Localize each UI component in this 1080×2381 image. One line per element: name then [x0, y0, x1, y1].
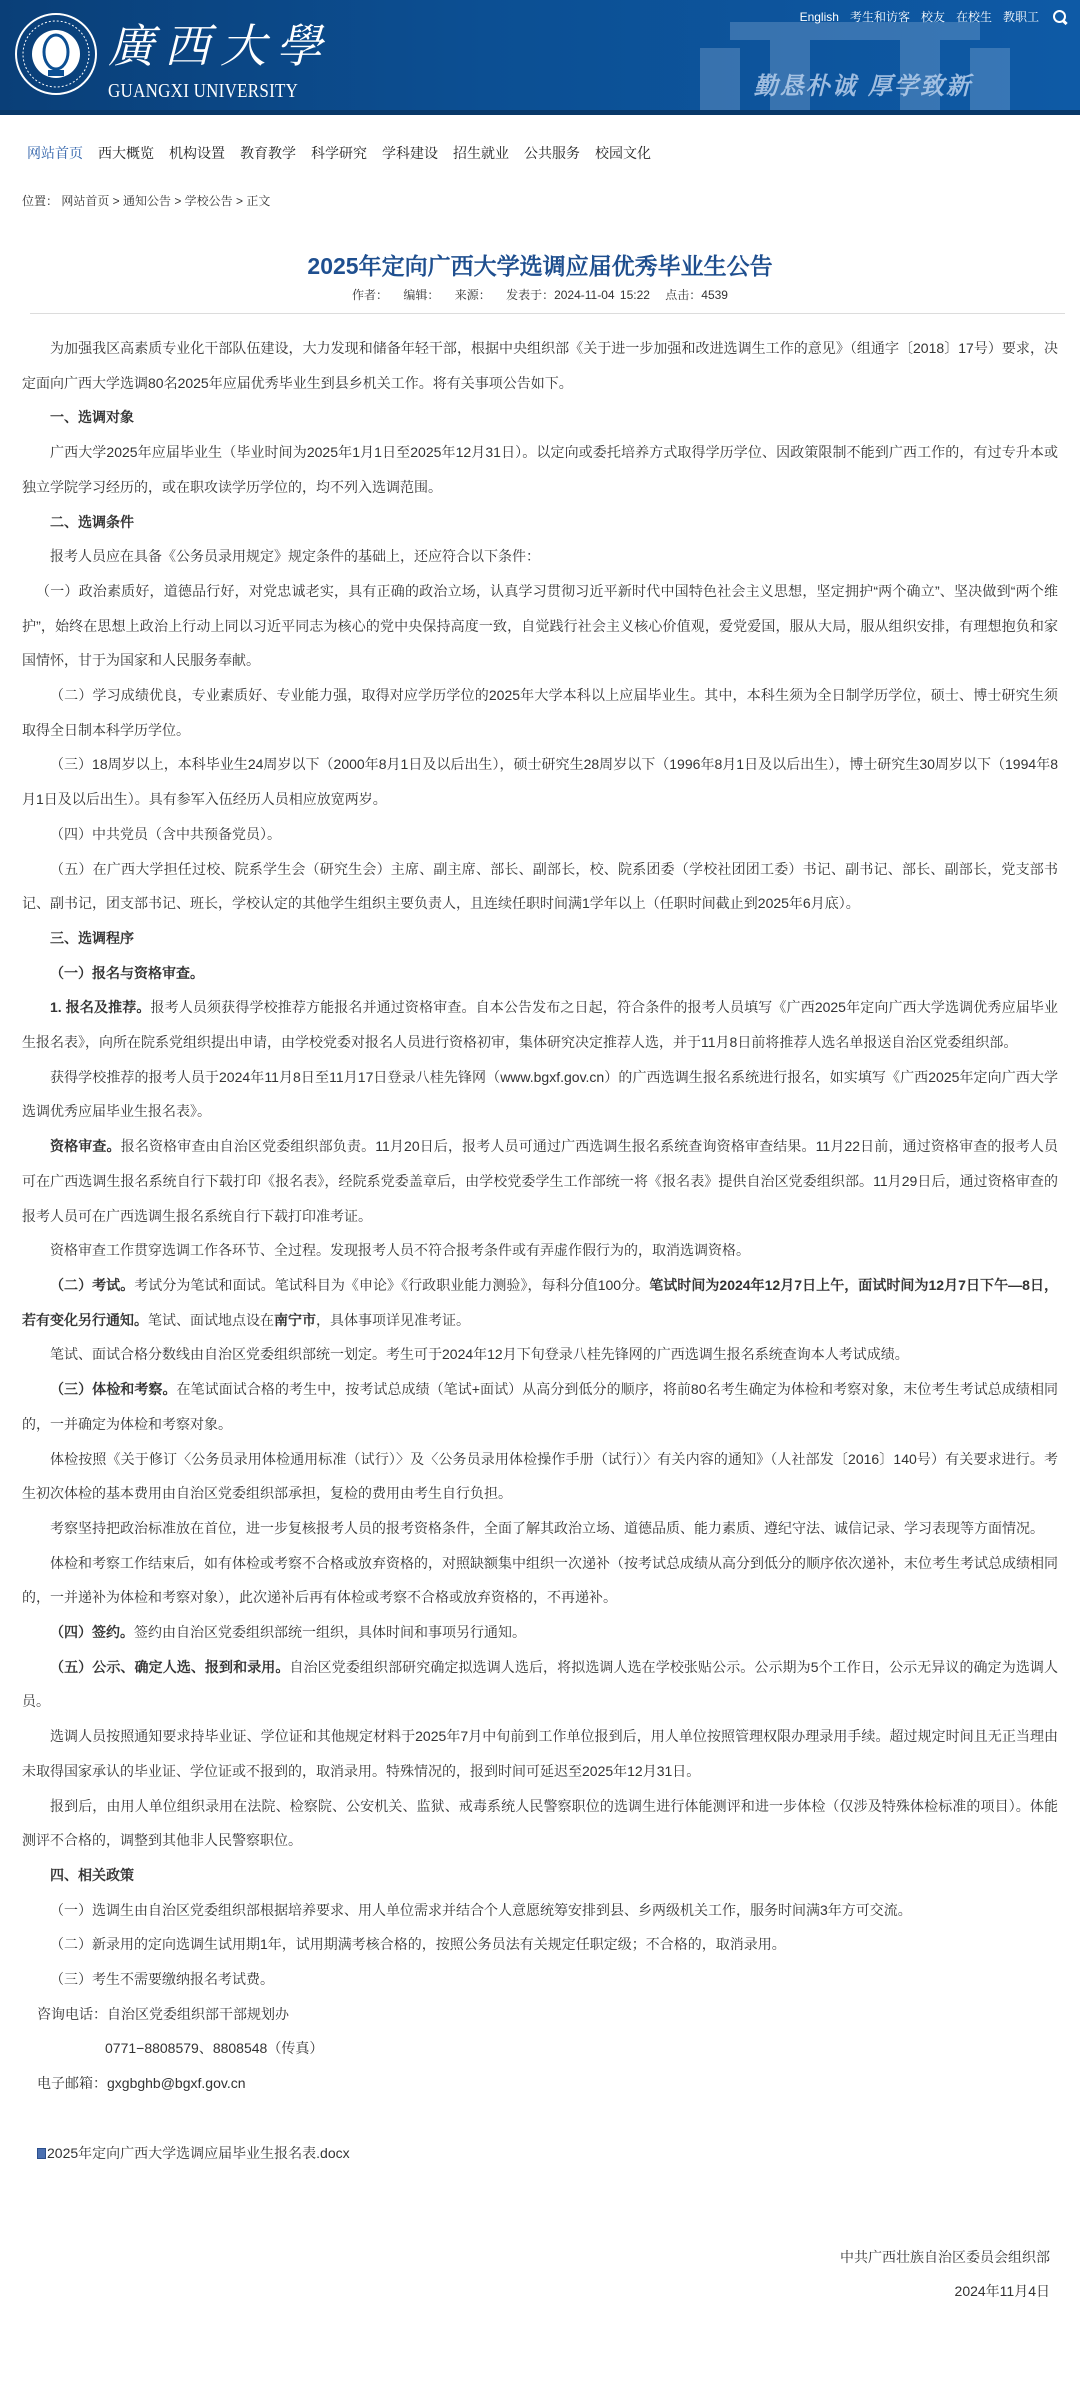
bold-text: （四）签约。 [50, 1624, 134, 1641]
text: 体检和考察工作结束后，如有体检或考察不合格或放弃资格的，对照缺额集中组织一次递补（按考试总成绩从高分到低分的顺序依次递补，末位考生考试总成绩相同的，一并递补为体检和考察对象），此次递补后再有体检或考察不合格或放弃资格的，不再递补。 [22, 1554, 1058, 1606]
university-seal-logo [14, 12, 98, 96]
search-icon[interactable] [1052, 9, 1068, 25]
text: 笔试、面试地点设在 [148, 1311, 274, 1328]
university-motto: 勤恳朴诚 厚学致新 [753, 71, 972, 100]
text: （四）中共党员（含中共预备党员）。 [50, 825, 281, 842]
nav-organization[interactable]: 机构设置 [169, 144, 225, 161]
nav-admissions[interactable]: 招生就业 [453, 144, 509, 161]
breadcrumb[interactable]: 位置： 网站首页 > 通知公告 > 学校公告 > 正文 [22, 194, 271, 208]
text: 考试分为笔试和面试。笔试科目为《申论》《行政职业能力测验》，每科分值100分。 [134, 1276, 650, 1293]
paragraph [22, 747, 1058, 816]
text: 笔试、面试合格分数线由自治区党委组织部统一划定。考生可于2024年12月下旬登录八桂先锋网的广西选调生报名系统查询本人考试成绩。 [50, 1346, 909, 1363]
meta-author: 作者： [352, 288, 389, 302]
main-nav [0, 115, 1080, 190]
text: （五）在广西大学担任过校、院系学生会（研究生会）主席、副主席、部长、副部长，校、院系团委（学校社团团工委）书记、副书记、部长、副部长，党支部书记、副书记，团支部书记、班长，学校认定的其他学生组织主要负责人，且连续任职时间满1学年以上（任职时间截止到2025年6月底）。 [22, 860, 1058, 912]
section-heading [22, 400, 1058, 435]
text: 三、选调程序 [50, 929, 134, 946]
bold-text: 笔试时间为2024年12月7日上午，面试时间为12月7日下午—8日，若有变化另行通知。 [22, 1276, 1059, 1328]
paragraph [22, 1719, 1058, 1788]
text: ，具体事项详见准考证。 [316, 1311, 470, 1328]
attachment-item [22, 2136, 1058, 2171]
paragraph [22, 1893, 1058, 1928]
text: 2025年定向广西大学选调应届毕业生报名表.docx [47, 2144, 350, 2161]
paragraph [22, 1546, 1058, 1615]
text: 咨询电话：自治区党委组织部干部规划办 [37, 2005, 289, 2022]
text: （一）政治素质好，道德品行好，对党忠诚老实，具有正确的政治立场，认真学习贯彻习近平新时代中国特色社会主义思想，坚定拥护“两个确立”、坚决做到“两个维护”，始终在思想上政治上行动上同以习近平同志为核心的党中央保持高度一致，自觉践行社会主义核心价值观，爱党爱国，服从大局，服从组织安排，有理想抱负和家国情怀，甘于为国家和人民服务奉献。 [22, 582, 1058, 669]
text: 自治区党委组织部研究确定拟选调人选后，将拟选调人选在学校张贴公示。公示期为5个工作日，公示无异议的确定为选调人员。 [22, 1658, 1058, 1710]
text: （一）选调生由自治区党委组织部根据培养要求、用人单位需求并结合个人意愿统筹安排到县、乡两级机关工作，服务时间满3年方可交流。 [50, 1901, 912, 1918]
paragraph [22, 1962, 1058, 1997]
paragraph [22, 1337, 1058, 1372]
text: 资格审查工作贯穿选调工作各环节、全过程。发现报考人员不符合报考条件或有弄虚作假行为的，取消选调资格。 [50, 1242, 750, 1259]
bold-text: （二）考试。 [50, 1276, 135, 1293]
section-heading [22, 921, 1058, 956]
text: 体检按照《关于修订〈公务员录用体检通用标准（试行）〉及〈公务员录用体检操作手册（试行）〉有关内容的通知》（人社部发〔2016〕140号）有关要求进行。考生初次体检的基本费用由自治区党委组织部承担，复检的费用由考生自行负担。 [22, 1450, 1058, 1502]
article-title: 2025年定向广西大学选调应届优秀毕业生公告 [307, 253, 773, 279]
text: 选调人员按照通知要求持毕业证、学位证和其他规定材料于2025年7月中旬前到工作单位报到后，用人单位按照管理权限办理录用手续。超过规定时间且无正当理由未取得国家承认的毕业证、学位证或不报到的，取消录用。特殊情况的，报到时间可延迟至2025年12月31日。 [22, 1728, 1058, 1779]
paragraph [22, 1268, 1058, 1337]
article-body [22, 331, 1058, 2309]
paragraph [22, 852, 1058, 921]
top-links [800, 8, 1068, 25]
link-alumni[interactable]: 校友 [920, 10, 945, 24]
nav-research[interactable]: 科学研究 [311, 144, 367, 161]
paragraph [22, 1060, 1058, 1129]
paragraph [22, 1789, 1058, 1858]
text: 报名资格审查由自治区党委组织部负责。11月20日后，报考人员可通过广西选调生报名系统查询资格审查结果。11月22日前，通过资格审查的报考人员可在广西选调生报名系统自行下载打印《报名表》，经院系党委盖章后，由学校党委学生工作部统一将《报名表》提供自治区党委组织部。11月29日后，通过资格审查的报考人员可在广西选调生报名系统自行下载打印准考证。 [22, 1138, 1058, 1224]
text: 一、选调对象 [50, 409, 134, 426]
paragraph [22, 1233, 1058, 1268]
text: 考察坚持把政治标准放在首位，进一步复核报考人员的报考资格条件，全面了解其政治立场、道德品质、能力素质、遵纪守法、诚信记录、学习表现等方面情况。 [50, 1519, 1044, 1536]
text: 报到后，由用人单位组织录用在法院、检察院、公安机关、监狱、戒毒系统人民警察职位的选调生进行体能测评和进一步体检（仅涉及特殊体检标准的项目）。体能测评不合格的，调整到其他非人民警察职位。 [22, 1797, 1058, 1849]
word-document-icon [37, 2148, 46, 2159]
paragraph [22, 539, 1058, 574]
paragraph [22, 2240, 1058, 2275]
nav-campus-culture[interactable]: 校园文化 [595, 144, 651, 161]
paragraph [22, 1615, 1058, 1650]
paragraph [22, 331, 1058, 400]
bold-text: 资格审查。 [50, 1138, 121, 1155]
paragraph [22, 574, 1058, 678]
bold-text: 1. 报名及推荐。 [50, 999, 151, 1016]
paragraph [22, 2031, 1058, 2066]
meta-published: 发表于：2024-11-04 15:22 [506, 288, 650, 302]
bold-text: （五）公示、确定人选、报到和录用。 [50, 1658, 290, 1675]
text: 中共广西壮族自治区委员会组织部 [840, 2248, 1050, 2265]
logo-english-name: GUANGXI UNIVERSITY [108, 80, 299, 102]
paragraph [22, 990, 1058, 1059]
text: （二）学习成绩优良，专业素质好、专业能力强，取得对应学历学位的2025年大学本科以上应届毕业生。其中，本科生须为全日制学历学位，硕士、博士研究生须取得全日制本科学历学位。 [22, 687, 1058, 738]
text: 报考人员须获得学校推荐方能报名并通过资格审查。自本公告发布之日起，符合条件的报考人员填写《广西2025年定向广西大学选调优秀应届毕业生报名表》，向所在院系党组织提出申请，由学校党委对报名人员进行资格初审，集体研究决定推荐人选，并于11月8日前将推荐人选名单报送自治区党委组织部。 [22, 999, 1058, 1051]
text: 二、选调条件 [50, 513, 134, 530]
site-header [0, 0, 1080, 115]
bold-text: （三）体检和考察。 [50, 1381, 177, 1398]
meta-clicks: 点击：4539 [665, 288, 728, 302]
text: 在笔试面试合格的考生中，按考试总成绩（笔试+面试）从高分到低分的顺序，将前80名考生确定为体检和考察对象，末位考生考试总成绩相同的，一并确定为体检和考察对象。 [22, 1381, 1059, 1432]
paragraph [22, 817, 1058, 852]
paragraph [22, 2274, 1058, 2309]
paragraph [22, 1442, 1058, 1511]
paragraph [22, 1650, 1058, 1719]
article-meta [0, 286, 1080, 303]
text: 为加强我区高素质专业化干部队伍建设，大力发现和储备年轻干部，根据中央组织部《关于进一步加强和改进选调生工作的意见》（组通字〔2018〕17号）要求，决定面向广西大学选调80名2025年应届优秀毕业生到县乡机关工作。将有关事项公告如下。 [22, 340, 1058, 391]
title-divider [30, 313, 1065, 314]
link-staff[interactable]: 教职工 [1002, 10, 1039, 24]
logo-chinese-name: 廣西大學 [108, 19, 332, 73]
link-students[interactable]: 在校生 [955, 10, 992, 24]
text: 广西大学2025年应届毕业生（毕业时间为2025年1月1日至2025年12月31日）。以定向或委托培养方式取得学历学位、因政策限制不能到广西工作的，有过专升本或独立学院学习经历的，或在职攻读学历学位的，均不列入选调范围。 [22, 444, 1058, 495]
section-heading [22, 956, 1058, 991]
paragraph [22, 1372, 1058, 1441]
paragraph [22, 1129, 1058, 1233]
section-heading [22, 505, 1058, 540]
nav-home[interactable]: 网站首页 [27, 144, 83, 161]
attachment-link[interactable] [37, 2145, 350, 2161]
text: 获得学校推荐的报考人员于2024年11月8日至11月17日登录八桂先锋网（www.bgxf.gov.cn）的广西选调生报名系统进行报名，如实填写《广西2025年定向广西大学选调优秀应届毕业生报名表》。 [22, 1068, 1058, 1120]
link-english[interactable]: English [799, 9, 839, 24]
text: （三）18周岁以上，本科毕业生24周岁以下（2000年8月1日及以后出生），硕士研究生28周岁以下（1996年8月1日及以后出生），博士研究生30周岁以下（1994年8月1日及以后出生）。具有参军入伍经历人员相应放宽两岁。 [22, 756, 1058, 808]
text: 2024年11月4日 [954, 2283, 1050, 2300]
section-heading [22, 1858, 1058, 1893]
paragraph [22, 1511, 1058, 1546]
text: 四、相关政策 [50, 1866, 134, 1883]
paragraph [22, 678, 1058, 747]
paragraph [22, 2066, 1058, 2101]
meta-editor: 编辑： [403, 288, 440, 302]
nav-disciplines[interactable]: 学科建设 [382, 144, 438, 161]
nav-overview[interactable]: 西大概览 [98, 144, 154, 161]
paragraph [22, 1997, 1058, 2032]
paragraph [22, 1927, 1058, 1962]
text: 电子邮箱：gxgbghb@bgxf.gov.cn [37, 2075, 246, 2092]
text: （三）考生不需要缴纳报名考试费。 [50, 1971, 274, 1988]
nav-education[interactable]: 教育教学 [240, 144, 296, 161]
nav-public-services[interactable]: 公共服务 [524, 144, 580, 161]
bold-text: 南宁市 [274, 1311, 316, 1328]
link-applicants-visitors[interactable]: 考生和访客 [849, 10, 910, 24]
text: （二）新录用的定向选调生试用期1年，试用期满考核合格的，按照公务员法有关规定任职定级；不合格的，取消录用。 [50, 1936, 786, 1953]
text: （一）报名与资格审查。 [50, 964, 204, 981]
text: 签约由自治区党委组织部统一组织，具体时间和事项另行通知。 [134, 1624, 526, 1641]
paragraph [22, 435, 1058, 504]
meta-source: 来源： [454, 288, 491, 302]
text: 0771−8808579、8808548（传真） [105, 2040, 324, 2057]
text: 报考人员应在具备《公务员录用规定》规定条件的基础上，还应符合以下条件： [50, 548, 540, 565]
